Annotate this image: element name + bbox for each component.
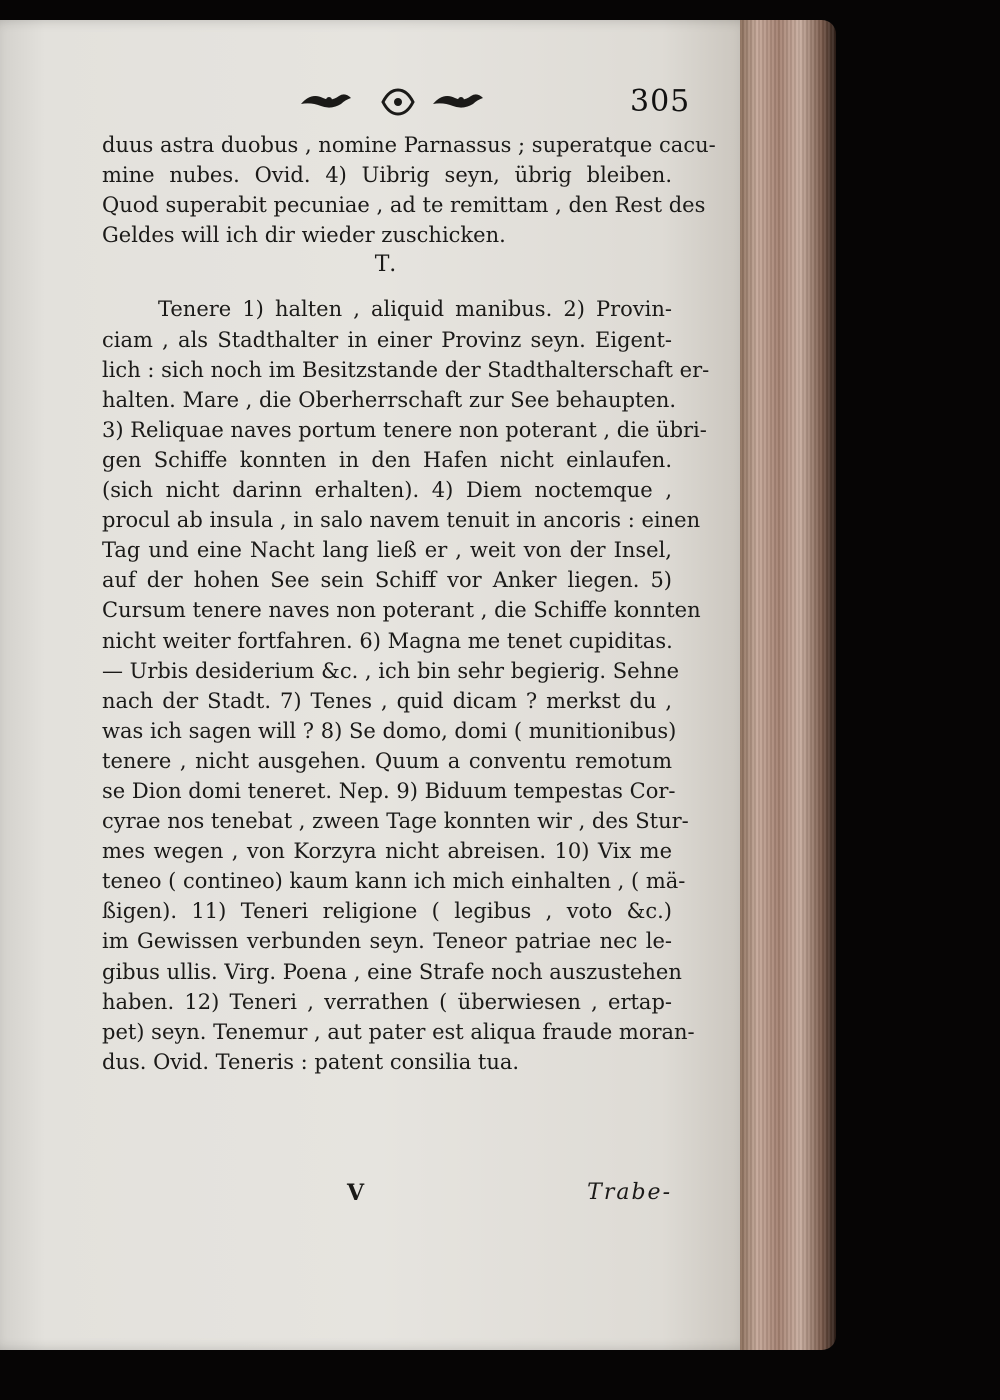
text-line: procul ab insula , in salo navem tenuit in ancoris : einen (102, 508, 701, 533)
text-line: cyrae nos tenebat , zween Tage konnten wir , des Stur- (102, 809, 689, 834)
text-line: duus astra duobus , nomine Parnassus ; superatque cacu- (102, 133, 716, 157)
page-header (0, 82, 752, 122)
page-body (102, 130, 716, 1077)
text-line: dus. Ovid. Teneris : patent consilia tua. (102, 1049, 520, 1074)
text-line: mine nubes. Ovid. 4) Uibrig seyn, übrig bleiben. (102, 163, 672, 188)
catchword: Trabe- (587, 1180, 672, 1205)
text-line: halten. Mare , die Oberherrschaft zur See behaupten. (102, 387, 677, 412)
text-line: Tenere 1) halten , aliquid manibus. 2) Provin- (158, 297, 672, 322)
text-line: Quod superabit pecuniae , ad te remittam , den Rest des (102, 193, 706, 218)
text-line: se Dion domi teneret. Nep. 9) Biduum tempestas Cor- (102, 778, 676, 803)
printers-ornament-icon (293, 82, 503, 122)
text-line: tenere , nicht ausgehen. Quum a conventu remotum (102, 748, 672, 773)
text-line: 3) Reliquae naves portum tenere non poterant , die übri- (102, 417, 707, 442)
section-letter: T. (374, 252, 400, 278)
text-line: — Urbis desiderium &c. , ich bin sehr begierig. Sehne (102, 658, 680, 683)
text-line: auf der hohen See sein Schiff vor Anker liegen. 5) (102, 568, 672, 593)
text-line: Tag und eine Nacht lang ließ er , weit von der Insel, (102, 538, 672, 563)
text-line: pet) seyn. Tenemur , aut pater est aliqua fraude moran- (102, 1019, 695, 1044)
text-line: im Gewissen verbunden seyn. Teneor patriae nec le- (102, 929, 672, 954)
text-line: gibus ullis. Virg. Poena , eine Strafe noch auszustehen (102, 959, 682, 984)
book-page (0, 20, 752, 1350)
text-line: (sich nicht darinn erhalten). 4) Diem noctemque , (102, 478, 672, 503)
text-line: Cursum tenere naves non poterant , die Schiffe konnten (102, 598, 701, 623)
text-line: ßigen). 11) Teneri religione ( legibus , voto &c.) (102, 899, 672, 924)
text-line: nicht weiter fortfahren. 6) Magna me tenet cupiditas. (102, 628, 673, 653)
text-line: lich : sich noch im Besitzstande der Stadthalterschaft er- (102, 357, 710, 382)
text-line: nach der Stadt. 7) Tenes , quid dicam ? merkst du , (102, 688, 672, 713)
text-line: gen Schiffe konnten in den Hafen nicht einlaufen. (102, 447, 672, 472)
text-line: ciam , als Stadthalter in einer Provinz seyn. Eigent- (102, 327, 672, 352)
text-line: teneo ( contineo) kaum kann ich mich einhalten , ( mä- (102, 869, 686, 894)
signature-mark: V (347, 1180, 365, 1206)
text-line: Geldes will ich dir wieder zuschicken. (102, 223, 506, 248)
text-line: mes wegen , von Korzyra nicht abreisen. 10) Vix me (102, 839, 672, 864)
book-page-edges (740, 20, 836, 1350)
paragraph-gap (102, 280, 672, 294)
page-footer (102, 1180, 672, 1210)
text-line: was ich sagen will ? 8) Se domo, domi ( munitionibus) (102, 718, 677, 743)
page-number: 305 (630, 84, 691, 119)
text-line: haben. 12) Teneri , verrathen ( überwiesen , ertap- (102, 989, 672, 1014)
